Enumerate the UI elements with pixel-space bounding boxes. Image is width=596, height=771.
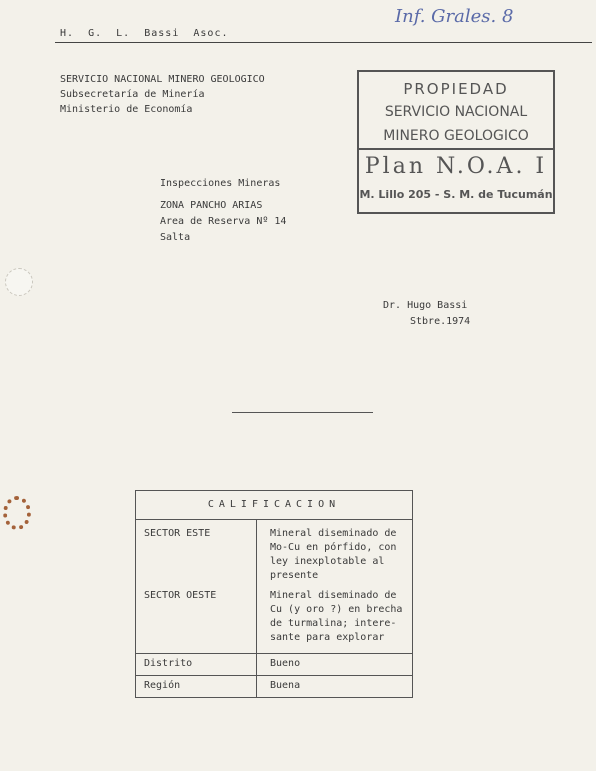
property-stamp: [357, 70, 555, 214]
table-row-value: Mineral diseminado de Mo-Cu en pórfido, con ley inexplotable al presente: [270, 528, 397, 581]
stamp-line-4: Plan N.O.A. I: [364, 154, 548, 179]
table-row-divider: [136, 653, 412, 654]
table-row-label: SECTOR ESTE: [144, 528, 211, 539]
header-rule: [55, 42, 592, 43]
stamp-line-5: M. Lillo 205 - S. M. de Tucumán: [359, 188, 553, 201]
inspection-block: [160, 176, 286, 246]
table-row-value: Buena: [270, 680, 301, 691]
table-row-value: Bueno: [270, 658, 301, 669]
table-row-label: SECTOR OESTE: [144, 590, 217, 601]
table-column-divider: [256, 519, 257, 697]
author-block: [383, 298, 470, 330]
org-line-3: Ministerio de Economía: [60, 104, 193, 115]
handwritten-note: Inf. Grales. 8: [395, 6, 514, 27]
stamp-rule-bottom: [359, 212, 553, 214]
stamp-rule-mid: [359, 148, 553, 150]
letterhead: H. G. L. Bassi Asoc.: [60, 28, 229, 39]
calificacion-table: [135, 490, 413, 698]
stamp-line-2: SERVICIO NACIONAL: [384, 104, 528, 120]
stamp-rule-top: [359, 70, 553, 72]
stamp-line-1: PROPIEDAD: [403, 80, 509, 98]
stamp-line-3: MINERO GEOLOGICO: [383, 128, 529, 144]
table-row-value: Mineral diseminado de Cu (y oro ?) en brecha de turmalina; intere- sante para explorar: [270, 590, 403, 643]
author-name: Dr. Hugo Bassi: [383, 300, 468, 311]
organization-block: [60, 72, 265, 117]
calificacion-title: CALIFICACION: [136, 491, 412, 520]
rust-stain: [3, 496, 31, 530]
inspection-zone: ZONA PANCHO ARIAS: [160, 200, 263, 211]
table-row-label: Región: [144, 680, 181, 691]
inspection-area: Area de Reserva Nº 14: [160, 216, 287, 227]
inspection-province: Salta: [160, 232, 191, 243]
section-divider: [232, 412, 373, 413]
inspection-title: Inspecciones Mineras: [160, 178, 281, 189]
org-line-2: Subsecretaría de Minería: [60, 89, 205, 100]
punch-hole: [5, 268, 33, 296]
table-row-divider: [136, 675, 412, 676]
org-line-1: SERVICIO NACIONAL MINERO GEOLOGICO: [60, 74, 265, 85]
author-date: Stbre.1974: [410, 316, 471, 327]
table-row-label: Distrito: [144, 658, 193, 669]
